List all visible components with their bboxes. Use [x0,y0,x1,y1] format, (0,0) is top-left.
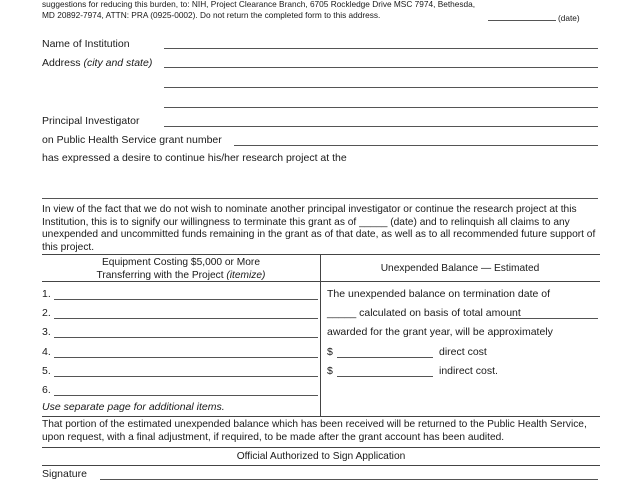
pi-field[interactable] [164,126,598,127]
equipment-item-6-field[interactable] [54,395,318,396]
institution-label: Name of Institution [42,38,130,50]
equipment-item-2-label: 2. [42,307,51,319]
date-field[interactable] [488,20,556,21]
balance-line-2: _____ calculated on basis of total amount [327,307,521,319]
official-section-border [42,447,600,448]
address-field-2[interactable] [164,87,598,88]
official-header: Official Authorized to Sign Application [236,451,406,462]
table-top-border [42,254,600,255]
table-header-border [42,281,600,282]
balance-line-1: The unexpended balance on termination date of [327,288,550,300]
equipment-item-5-label: 5. [42,365,51,377]
termination-paragraph: In view of the fact that we do not wish to nominate another principal investigator or continue the research project at this Institution, this is to signify our willingness to terminate this grant as of _____ (date) and to relinquish all claims to any unexpended and uncommitted funds remaining in the grant as of that date, as well as to all recommended future support of this project. [42,204,596,253]
address-field-1[interactable] [164,67,598,68]
equipment-item-2-field[interactable] [54,318,318,319]
total-amount-field[interactable] [510,318,598,319]
pi-label: Principal Investigator [42,115,140,127]
equipment-header [42,257,320,282]
institution-continuation-field[interactable] [42,198,598,199]
table-column-divider [320,254,321,416]
return-paragraph: That portion of the estimated unexpended balance which has been received will be returned to the Public Health Service, upon request, with a final adjustment, if required, to be made after the grant account has been audited. [42,419,587,443]
indirect-cost-field[interactable] [337,376,433,377]
equipment-note: Use separate page for additional items. [42,401,225,413]
equipment-item-4-field[interactable] [54,357,318,358]
equipment-item-5-field[interactable] [54,376,318,377]
equipment-item-1-label: 1. [42,288,51,300]
burden-statement [42,0,492,21]
indirect-cost-symbol: $ [327,365,333,377]
equipment-item-3-label: 3. [42,326,51,338]
signature-label: Signature [42,468,87,480]
balance-header: Unexpended Balance — Estimated [380,263,540,274]
date-label: (date) [558,13,580,23]
direct-cost-symbol: $ [327,346,333,358]
grant-label: on Public Health Service grant number [42,134,222,146]
direct-cost-field[interactable] [337,357,433,358]
address-hint: (city and state) [83,57,153,69]
institution-field[interactable] [164,48,598,49]
equipment-item-4-label: 4. [42,346,51,358]
equipment-item-6-label: 6. [42,384,51,396]
equipment-item-3-field[interactable] [54,337,318,338]
balance-line-3: awarded for the grant year, will be approximately [327,326,553,338]
address-label [42,57,152,69]
equipment-header-line-1: Equipment Costing $5,000 or More [102,257,260,268]
indirect-cost-label: indirect cost. [439,365,498,377]
grant-number-field[interactable] [234,145,598,146]
address-label-text: Address [42,57,81,69]
desire-text: has expressed a desire to continue his/her research project at the [42,152,347,164]
address-field-3[interactable] [164,107,598,108]
equipment-header-hint: (itemize) [226,269,266,281]
direct-cost-label: direct cost [439,346,487,358]
burden-line-1: suggestions for reducing this burden, to: NIH, Project Clearance Branch, 6705 Rockledge Drive MSC 7974, Bethesda, [42,0,476,9]
equipment-header-line-2: Transferring with the Project (itemize) [96,269,266,281]
equipment-item-1-field[interactable] [54,299,318,300]
official-header-border [42,465,600,466]
table-bottom-border [42,416,600,417]
burden-line-2: MD 20892-7974, ATTN: PRA (0925-0002). Do not return the completed form to this address. [42,10,381,20]
